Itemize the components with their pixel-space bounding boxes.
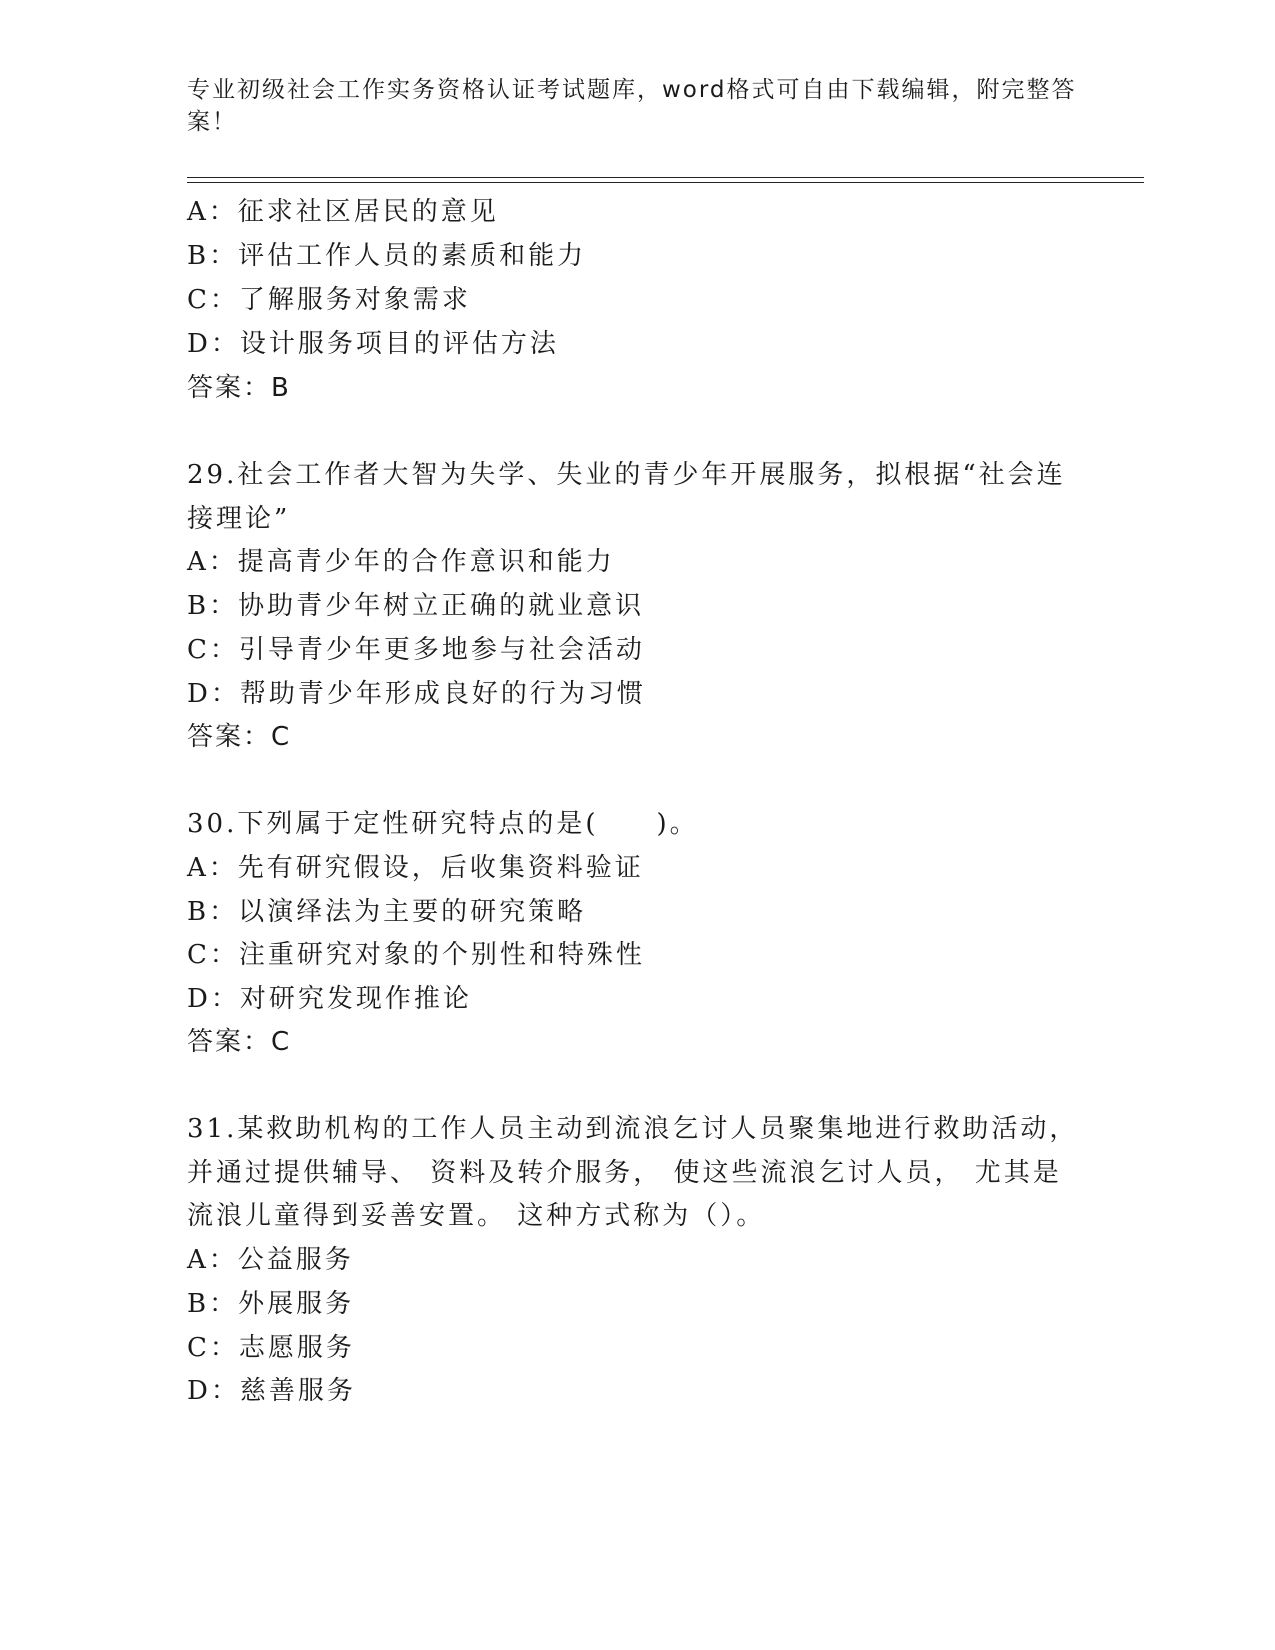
q30-stem-line1: 30.下列属于定性研究特点的是( )。: [187, 809, 699, 839]
q30-answer: 答案：C: [187, 1027, 292, 1057]
q31-stem-line1: 31.某救助机构的工作人员主动到流浪乞讨人员聚集地进行救助活动，: [187, 1114, 1079, 1144]
header-divider-bottom: [187, 182, 1144, 183]
header-divider-top: [187, 177, 1144, 178]
q31-option-c: C：志愿服务: [187, 1333, 355, 1363]
prev-option-c: C：了解服务对象需求: [187, 285, 471, 315]
q30-option-c: C：注重研究对象的个别性和特殊性: [187, 940, 645, 970]
document-header: 专业初级社会工作实务资格认证考试题库，word格式可自由下载编辑，附完整答案！: [187, 77, 1077, 135]
q31-option-d: D：慈善服务: [187, 1376, 356, 1406]
q31-option-a: A：公益服务: [187, 1245, 354, 1275]
q29-option-c: C：引导青少年更多地参与社会活动: [187, 635, 645, 665]
q30-option-a: A：先有研究假设，后收集资料验证: [187, 853, 644, 883]
q29-stem-line1: 29.社会工作者大智为失学、失业的青少年开展服务，拟根据“社会连: [187, 460, 1066, 490]
q29-option-d: D：帮助青少年形成良好的行为习惯: [187, 679, 646, 709]
q29-answer: 答案：C: [187, 722, 292, 752]
prev-option-d: D：设计服务项目的评估方法: [187, 329, 559, 359]
prev-answer: 答案：B: [187, 373, 291, 403]
prev-option-a: A：征求社区居民的意见: [187, 197, 499, 227]
q30-option-d: D：对研究发现作推论: [187, 984, 472, 1014]
q30-option-b: B：以演绎法为主要的研究策略: [187, 897, 587, 927]
prev-option-b: B：评估工作人员的素质和能力: [187, 241, 587, 271]
q29-stem-line2: 接理论”: [187, 504, 291, 534]
q31-stem-line2: 并通过提供辅导、 资料及转介服务， 使这些流浪乞讨人员， 尤其是: [187, 1158, 1062, 1188]
q29-option-a: A：提高青少年的合作意识和能力: [187, 547, 615, 577]
q31-stem-line3: 流浪儿童得到妥善安置。 这种方式称为（）。: [187, 1201, 766, 1231]
q31-option-b: B：外展服务: [187, 1289, 355, 1319]
q29-option-b: B：协助青少年树立正确的就业意识: [187, 591, 645, 621]
